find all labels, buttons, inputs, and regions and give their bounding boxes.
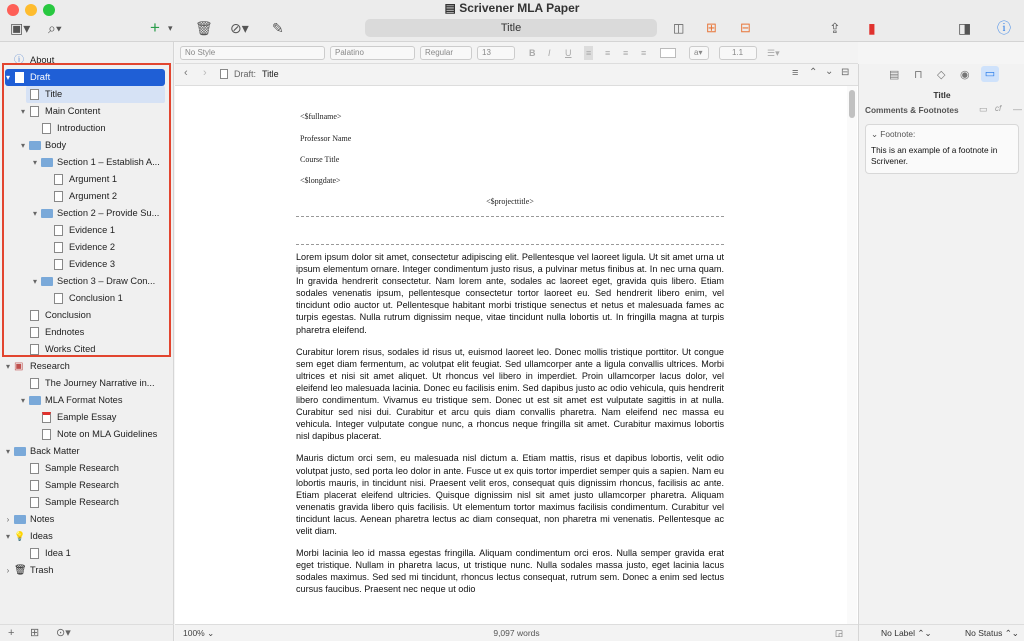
paragraph: Mauris dictum orci sem, eu malesuada nisl dictum a. Etiam mattis, risus et dapibus lobortis, velit odio volutpat justo, sed porta leo dolor in ante. Fusce ut ex quis tortor imperdiet semper quis a sapien. Nam eu lobortis mauris, in tincidunt nisi. Praesent velit eros, consequat quis dignissim rhoncus, facilisis ac ante. Etiam placerat eleifend ultricies. Quisque dignissim nisl sit amet justo ullamcorper pharetra. Aliquam venenatis gravida libero quis facilisis. Ut elementum tortor maximus facilisis condimentum. Curabitur vel tincidunt lacus. Aenean pharetra lectus ac diam consequat, non pharetra mi venenatis. Pellentesque ac velit diam.: [296, 453, 724, 536]
document-icon: [54, 293, 63, 304]
search-icon[interactable]: ⌕▾: [48, 20, 62, 36]
binder-item-label: Notes: [30, 514, 55, 524]
bold-button[interactable]: B: [529, 48, 536, 58]
folder-icon: [29, 141, 41, 150]
binder-item-label: Works Cited: [45, 344, 96, 354]
header-menu-icon[interactable]: ≡: [792, 67, 799, 79]
binder-item[interactable]: [0, 324, 170, 341]
chevron-down-icon[interactable]: ▾: [32, 209, 37, 218]
scroll-thumb[interactable]: [849, 90, 855, 118]
compose-icon[interactable]: ✎: [272, 20, 284, 36]
binder-item-label: Trash: [30, 565, 54, 575]
draft-icon: [15, 72, 24, 83]
document-break: [296, 216, 724, 217]
text-color-swatch[interactable]: [660, 48, 676, 58]
folder-icon: [41, 209, 53, 218]
forward-arrow-icon[interactable]: ›: [203, 67, 207, 79]
folder-icon: [14, 515, 26, 524]
lightbulb-icon: 💡: [14, 531, 26, 541]
info-icon: ⓘ: [14, 55, 24, 66]
chevron-down-icon[interactable]: ▾: [5, 532, 10, 541]
font-weight-select[interactable]: Regular: [420, 46, 472, 60]
binder-item-label: Argument 1: [69, 174, 118, 184]
document-icon: [42, 412, 51, 423]
binder-item-label: Ideas: [30, 531, 53, 541]
editor[interactable]: [175, 86, 858, 624]
document-icon: [54, 225, 63, 236]
editor-header: [175, 64, 858, 86]
binder-item[interactable]: [0, 477, 170, 494]
more-options-icon[interactable]: ⊙▾: [56, 627, 71, 639]
binder-item[interactable]: [0, 120, 170, 137]
metadata-tab-icon[interactable]: ◇: [937, 69, 946, 81]
title-bar: [0, 0, 1024, 42]
editor-footer: [175, 624, 858, 641]
binder-item-label: Idea 1: [45, 548, 71, 558]
binder-item-label: Note on MLA Guidelines: [57, 429, 158, 439]
binder-item-label: Evidence 1: [69, 225, 115, 235]
folder-icon: [41, 277, 53, 286]
next-document-icon[interactable]: ⌄: [825, 66, 834, 77]
folder-icon: [29, 396, 41, 405]
document-icon: [54, 191, 63, 202]
document-icon: [30, 310, 39, 321]
compile-icon[interactable]: ◨: [958, 20, 972, 36]
add-footnote-icon[interactable]: cf: [995, 104, 1002, 113]
document-icon: [30, 89, 39, 100]
binder-item[interactable]: [0, 205, 170, 222]
document-icon: [220, 69, 228, 79]
bookmark-icon[interactable]: ▮: [868, 20, 876, 36]
folder-icon: [14, 447, 26, 456]
font-size-select[interactable]: 13: [477, 46, 515, 60]
binder-item[interactable]: [0, 290, 170, 307]
paragraph: Morbi lacinia leo id massa egestas fringilla. Aliquam condimentum orci eros. Nulla semper gravida erat eget tristique. Nullam in pharetra lacus, ut tristique nunc. Nulla sodales massa justo, eget lacinia lacus sodales maximus. Sed sed mi tincidunt, rhoncus lectus consequat, rutrum sem. Donec a enim sed lectus cursus faucibus. Praesent nec neque ut odio: [296, 548, 724, 595]
binder-item-label: Main Content: [45, 106, 101, 116]
chevron-down-icon[interactable]: ▾: [5, 73, 10, 82]
chevron-down-icon[interactable]: ▾: [20, 396, 25, 405]
back-arrow-icon[interactable]: ‹: [184, 67, 188, 79]
binder-item-label: Body: [45, 140, 67, 150]
binder-item[interactable]: [0, 528, 170, 545]
outliner-icon[interactable]: ⊟: [740, 20, 751, 35]
binder-item[interactable]: [0, 460, 170, 477]
document-break: [296, 244, 724, 245]
attachment-icon[interactable]: ⊘▾: [230, 20, 249, 36]
target-icon[interactable]: ◲: [835, 628, 844, 638]
document-icon: [30, 480, 39, 491]
binder-item-label: Argument 2: [69, 191, 118, 201]
paragraph: Curabitur lorem risus, sodales id risus ut, euismod laoreet leo. Donec mollis tristique porttitor. Ut congue sem eget diam fermentum, ac volutpat elit feugiat. Sed ullamcorper ante a ligula convallis ultrices. Morbi ultrices et nisi sit amet aliquet. Ut rhoncus vel libero in imperdiet. Proin ullamcorper lacus dolor, vel eleifend leo malesuada lacinia. Donec eu facilisis enim. Sed dapibus justo ac odio vehicula, quis hendrerit libero condimentum. Vivamus eu tristique sem. Donec ut est sit amet est vulputate sagittis in at nulla. Curabitur sed nisi dui. Curabitur et arcu quis diam convallis pharetra. Nam eleifend nec massa eu vehicula. Integer vulputate congue nunc, a rhoncus neque fringilla sit amet. Curabitur maximus lobortis nisl dapibus placerat.: [296, 346, 724, 442]
binder-item-label: Eample Essay: [57, 412, 117, 422]
document-icon: [54, 242, 63, 253]
chevron-down-icon[interactable]: ▾: [20, 141, 25, 150]
binder-item[interactable]: [0, 307, 170, 324]
editor-scrollbar[interactable]: [847, 86, 857, 624]
binder-item-label: Title: [45, 89, 63, 99]
split-editor-icon[interactable]: ⊟: [841, 67, 850, 78]
document-icon: [42, 123, 51, 134]
notes-tab-icon[interactable]: ▤: [889, 69, 900, 81]
footnote-card[interactable]: [865, 124, 1019, 174]
binder-item-label: Research: [30, 361, 70, 371]
format-bar: [175, 42, 858, 64]
align-center-icon[interactable]: ≡: [605, 48, 611, 58]
header-document-title[interactable]: Title: [262, 69, 279, 79]
binder-item[interactable]: [0, 494, 170, 511]
document-body: [296, 251, 724, 605]
project-title: <$projecttitle>: [486, 197, 534, 206]
share-icon[interactable]: ⇪: [829, 20, 841, 36]
footnote-text[interactable]: This is an example of a footnote in Scrivener.: [871, 145, 998, 166]
inspector-footer: [859, 624, 1024, 641]
front-course: Course Title: [300, 155, 340, 164]
word-count: 9,097 words: [493, 628, 540, 638]
inspector-info-icon[interactable]: ⓘ: [997, 20, 1011, 36]
binder-item[interactable]: [0, 562, 170, 579]
binder-item[interactable]: [0, 375, 170, 392]
binder-item[interactable]: [0, 409, 170, 426]
binder-item[interactable]: [0, 222, 170, 239]
list-icon[interactable]: ☰▾: [767, 48, 780, 58]
binder-item-label: Sample Research: [45, 480, 119, 490]
bookmarks-tab-icon[interactable]: ⊓: [914, 69, 923, 81]
binder-item-label: Back Matter: [30, 446, 80, 456]
chevron-down-icon: ⌄: [871, 129, 881, 139]
chevron-down-icon[interactable]: ▾: [32, 158, 37, 167]
binder-item[interactable]: [0, 443, 170, 460]
binder-item[interactable]: [0, 273, 170, 290]
binder-item[interactable]: [0, 171, 170, 188]
binder-item-label: Conclusion: [45, 310, 91, 320]
add-menu-chevron-icon[interactable]: ▾: [168, 23, 173, 33]
line-spacing-select[interactable]: 1.1: [719, 46, 757, 60]
font-select[interactable]: Palatino: [330, 46, 415, 60]
binder-item-label: Conclusion 1: [69, 293, 123, 303]
binder-item[interactable]: [0, 52, 170, 69]
window-title: ▤ Scrivener MLA Paper: [444, 1, 580, 15]
inspector-section-title: Comments & Footnotes: [865, 105, 959, 115]
document-icon: [30, 344, 39, 355]
binder-item-label: Section 1 – Establish A...: [57, 157, 160, 167]
align-right-icon[interactable]: ≡: [623, 48, 629, 58]
add-icon[interactable]: +: [150, 18, 160, 37]
binder-item-label: Sample Research: [45, 497, 119, 507]
binder-item-label: Sample Research: [45, 463, 119, 473]
binder-footer: [0, 624, 174, 641]
document-icon: [30, 463, 39, 474]
comments-tab-icon[interactable]: ▭: [981, 66, 999, 82]
chevron-right-icon[interactable]: ›: [6, 515, 10, 524]
binder-item[interactable]: [0, 154, 170, 171]
binder-item[interactable]: [0, 137, 170, 154]
footnote-header: ⌄ Footnote:: [871, 129, 916, 139]
add-folder-icon[interactable]: ⊞: [30, 627, 40, 639]
zoom-select[interactable]: 100% ⌄: [183, 628, 215, 638]
quick-reference-icon[interactable]: ◫: [673, 21, 685, 35]
align-justify-icon[interactable]: ≡: [641, 48, 647, 58]
header-path-label: Draft:: [234, 69, 257, 79]
binder-item-label: The Journey Narrative in...: [45, 378, 155, 388]
binder-item[interactable]: [0, 188, 170, 205]
document-icon: [30, 497, 39, 508]
corkboard-icon[interactable]: ⊞: [706, 20, 717, 35]
binder-item[interactable]: [0, 341, 170, 358]
paragraph: Lorem ipsum dolor sit amet, consectetur adipiscing elit. Pellentesque vel laoreet ligula. Ut sit amet urna ut ipsum elementum ornare. Integer condimentum justo risus, a pulvinar metus finibus at. In nec urna quam. In gravida hendrerit consectetur. Nam lorem ante, sodales ac laoreet eget, gravida quis libero. Etiam sodales venenatis ipsum, pellentesque consectetur tortor laoreet eu. Sed hendrerit libero enim, vel tincidunt odio auctor ut. Pellentesque habitant morbi tristique senectus et netus et malesuada fames ac turpis egestas. Nulla rutrum dignissim neque, vitae tincidunt nulla lobortis ut. In fringilla magna at turpis pharetra eleifend.: [296, 252, 724, 335]
binder-item-label: Section 2 – Provide Su...: [57, 208, 160, 218]
binder-item[interactable]: [0, 545, 170, 562]
add-icon[interactable]: +: [8, 627, 15, 639]
research-icon: ▣: [14, 361, 24, 372]
previous-document-icon[interactable]: ⌃: [809, 67, 818, 78]
binder-item[interactable]: [0, 69, 170, 86]
chevron-down-icon[interactable]: ▾: [5, 362, 10, 371]
binder-item[interactable]: [0, 256, 170, 273]
binder-item-label: About: [30, 55, 55, 65]
document-icon: [42, 429, 51, 440]
document-icon: ▤: [444, 1, 460, 15]
binder-item[interactable]: [0, 392, 170, 409]
binder-item-label: Draft: [30, 72, 51, 82]
binder-item-label: Endnotes: [45, 327, 85, 337]
binder-item-label: Evidence 2: [69, 242, 115, 252]
front-professor: Professor Name: [300, 134, 352, 143]
document-icon: [30, 327, 39, 338]
trash-icon: 🗑: [14, 565, 27, 576]
inspector-title: Title: [933, 90, 951, 100]
front-date: <$longdate>: [300, 176, 341, 185]
binder-item[interactable]: [0, 358, 170, 375]
binder-item[interactable]: [0, 511, 170, 528]
binder-item[interactable]: [0, 103, 170, 120]
underline-button[interactable]: U: [565, 48, 572, 58]
italic-button[interactable]: I: [548, 48, 551, 58]
remove-note-icon[interactable]: —: [1013, 104, 1022, 114]
binder-item[interactable]: [0, 426, 170, 443]
label-select[interactable]: No Label ⌃⌄: [881, 628, 932, 638]
binder-item-label: Evidence 3: [69, 259, 115, 269]
view-mode-icon[interactable]: ▣▾: [10, 20, 31, 36]
binder-item-label: Introduction: [57, 123, 106, 133]
folder-icon: [41, 158, 53, 167]
style-select[interactable]: No Style: [180, 46, 325, 60]
inspector-panel: [858, 64, 1024, 641]
add-comment-icon[interactable]: ▭: [979, 104, 988, 114]
chevron-down-icon[interactable]: ▾: [32, 277, 37, 286]
document-icon: [30, 548, 39, 559]
snapshots-tab-icon[interactable]: ◉: [960, 69, 970, 81]
document-icon: [30, 106, 39, 117]
front-fullname: <$fullname>: [300, 112, 342, 121]
binder-item-label: Section 3 – Draw Con...: [57, 276, 156, 286]
toolbar-document-title: Title: [365, 19, 657, 37]
trash-toolbar-icon[interactable]: 🗑: [195, 20, 213, 36]
binder-item[interactable]: [0, 239, 170, 256]
status-select[interactable]: No Status ⌃⌄: [965, 628, 1019, 638]
binder-item-label: MLA Format Notes: [45, 395, 123, 405]
chevron-down-icon[interactable]: ▾: [20, 107, 25, 116]
highlight-color-select[interactable]: a▾: [689, 46, 709, 60]
align-left-icon[interactable]: ≡: [586, 48, 592, 58]
chevron-down-icon[interactable]: ▾: [5, 447, 10, 456]
chevron-right-icon[interactable]: ›: [6, 566, 10, 575]
document-icon: [30, 378, 39, 389]
binder-sidebar: [0, 42, 174, 641]
document-icon: [54, 259, 63, 270]
binder-item[interactable]: [0, 86, 170, 103]
document-icon: [54, 174, 63, 185]
